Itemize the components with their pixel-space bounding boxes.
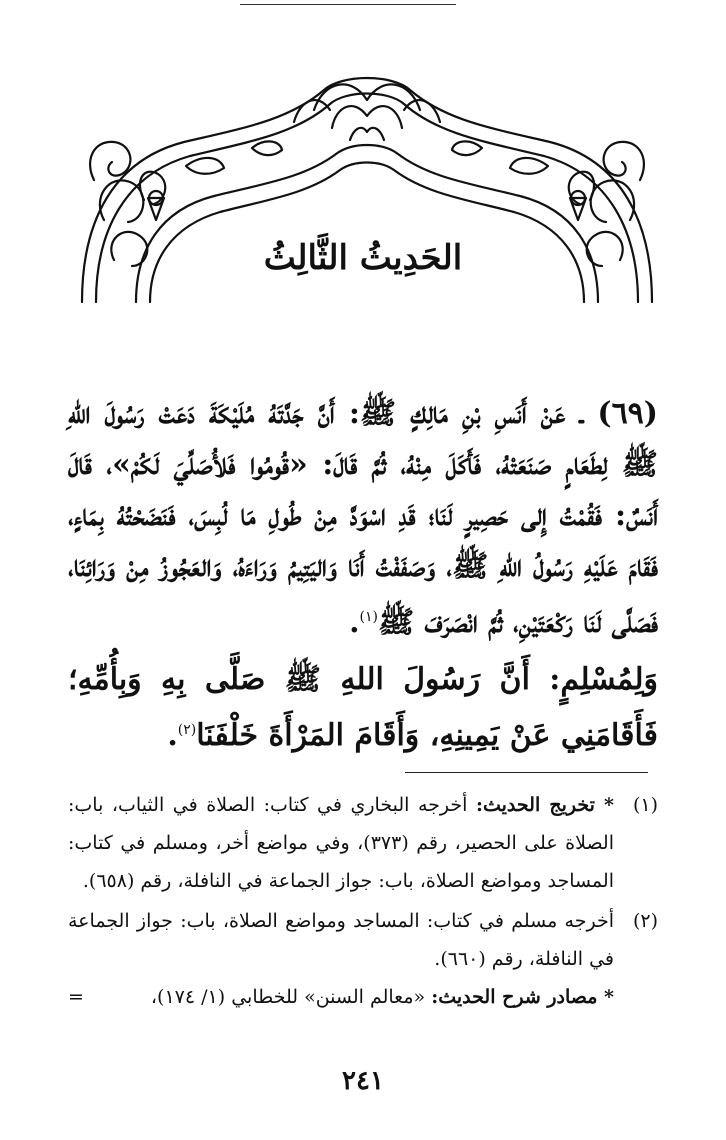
footnote-number: (١) <box>632 794 658 816</box>
sources-label: * مصادر شرح الحديث: <box>431 986 614 1008</box>
top-rule <box>240 4 456 5</box>
footnote-number: (٢) <box>632 910 658 932</box>
sources-line <box>68 978 658 1016</box>
footnote-separator <box>405 772 648 773</box>
hadith-paragraph <box>68 388 658 648</box>
footnote-reference: (٢) <box>177 722 197 738</box>
sentence-end: . <box>167 718 178 753</box>
continuation-mark: = <box>68 986 84 1008</box>
sentence-end: . <box>349 605 360 640</box>
hadith-paragraph <box>68 654 658 761</box>
footnote-label: * تخريج الحديث: <box>475 794 614 816</box>
footnotes <box>68 786 658 1016</box>
hadith-paragraph-text: (٦٩) ـ عَنْ أَنَسِ بْنِ مَالِكٍ ﷺ: أَنَّ جَدَّتَهُ مُلَيْكَةَ دَعَتْ رَسُولَ اللهِ ﷺ لِطَعَامٍ صَنَعَتْهُ، فَأَكَلَ مِنْهُ، ثُمَّ قَالَ: «قُومُوا فَلأُصَلِّيَ لَكُمْ»، قَالَ أَنَسٌ: فَقُمْتُ إِلى حَصِيرٍ لَنَا؛ قَدِ اسْوَدَّ مِنْ طُولِ مَا لُبِسَ، فَنَضَحْتُهُ بِمَاءٍ، فَقَامَ عَلَيْهِ رَسُولُ اللهِ ﷺ، وَصَفَفْتُ أَنَا وَاليَتِيمُ وَرَاءَهُ، وَالعَجُوزُ مِنْ وَرَائِنَا، فَصَلَّى لَنَا رَكْعَتَيْنِ، ثُمَّ انْصَرَفَ ﷺ <box>68 396 658 640</box>
footnote-item <box>68 902 658 978</box>
hadith-text <box>68 388 658 761</box>
footnote-body: أخرجه مسلم في كتاب: المساجد ومواضع الصلاة، باب: جواز الجماعة في النافلة، رقم (٦٦٠). <box>68 910 614 970</box>
sources-text: «معالم السنن» للخطابي (١/ ١٧٤)، <box>150 986 426 1008</box>
footnote-text <box>68 786 614 900</box>
footnote-reference: (١) <box>359 609 378 625</box>
page-number: ٢٤١ <box>342 1066 384 1096</box>
hadith-paragraph-text: وَلِمُسْلِمٍ: أَنَّ رَسُولَ اللهِ ﷺ صَلَّى بِهِ وَبِأُمِّهِ؛ فَأَقَامَنِي عَنْ يَمِينِهِ، وَأَقَامَ المَرْأَةَ خَلْفَنَا <box>68 662 658 753</box>
footnote-text <box>68 902 614 978</box>
footnote-item <box>68 786 658 900</box>
chapter-title: الحَدِيثُ الثَّالِثُ <box>263 238 463 278</box>
footnote-body: أخرجه البخاري في كتاب: الصلاة في الثياب، باب: الصلاة على الحصير، رقم (٣٧٣)، وفي مواضع أخر، ومسلم في كتاب: المساجد ومواضع الصلاة، باب: جواز الجماعة في النافلة، رقم (٦٥٨). <box>68 794 614 892</box>
